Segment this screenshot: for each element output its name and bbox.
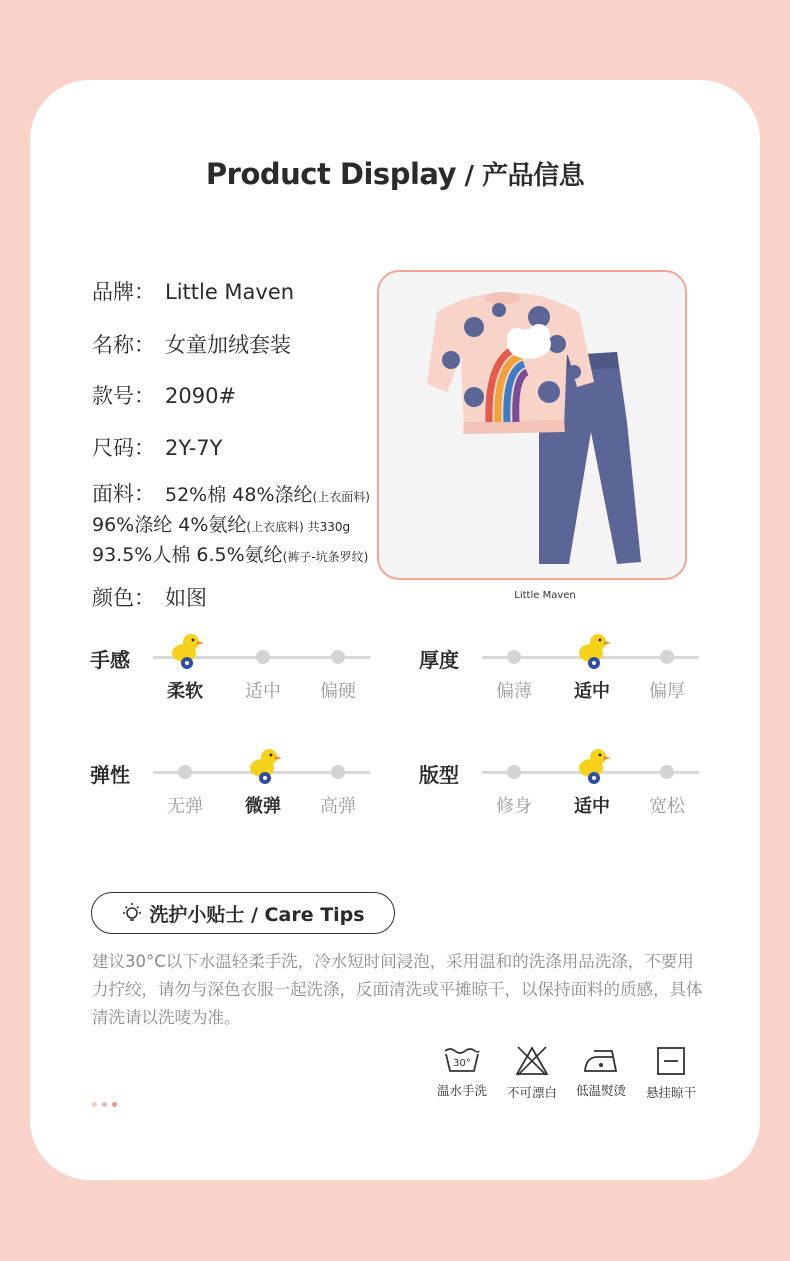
- svg-text:30°: 30°: [453, 1058, 471, 1069]
- lightbulb-icon: [121, 902, 143, 924]
- meter-option-thickness-0: 偏薄: [496, 681, 532, 702]
- no-bleach-icon: [514, 1045, 550, 1077]
- meter-dot: [660, 650, 674, 664]
- duck-indicator-icon: [576, 631, 612, 671]
- page-title: Product Display / 产品信息: [205, 157, 585, 191]
- meter-label-thickness: 厚度: [419, 648, 459, 672]
- meter-option-fit-2: 宽松: [649, 796, 685, 817]
- duck-indicator-icon: [576, 746, 612, 786]
- care-item-low-iron: 低温熨烫: [566, 1045, 636, 1099]
- meter-option-fit-0: 修身: [496, 796, 532, 817]
- outfit-illustration: [379, 272, 685, 578]
- meter-dot: [660, 765, 674, 779]
- fabric-block: 面料： 52%棉 48%涤纶(上衣面料) 96%涤纶 4%氨纶(上衣底料) 共330g 93.5%人棉 6.5%氨纶(裤子-坑条罗纹): [92, 482, 370, 566]
- iron-icon: [582, 1045, 620, 1075]
- meter-dot: [331, 650, 345, 664]
- meter-dot: [507, 650, 521, 664]
- size-row: 尺码： 2Y-7Y: [92, 436, 223, 460]
- meter-dot: [178, 765, 192, 779]
- meter-option-thickness-1: 适中: [574, 681, 610, 702]
- hang-dry-icon: [655, 1045, 687, 1077]
- meter-dot: [256, 650, 270, 664]
- photo-caption: Little Maven: [514, 590, 576, 601]
- name-row: 名称： 女童加绒套装: [92, 333, 291, 357]
- duck-indicator-icon: [169, 631, 205, 671]
- meter-option-elasticity-1: 微弹: [245, 796, 281, 817]
- color-row: 颜色： 如图: [92, 586, 207, 610]
- meter-option-elasticity-2: 高弹: [320, 796, 356, 817]
- hand-wash-icon: [442, 1045, 482, 1075]
- meter-label-feel: 手感: [90, 648, 130, 672]
- duck-indicator-icon: [247, 746, 283, 786]
- meter-dot: [507, 765, 521, 779]
- meter-option-feel-2: 偏硬: [320, 681, 356, 702]
- meter-option-feel-0: 柔软: [167, 681, 203, 702]
- meter-label-fit: 版型: [419, 763, 459, 787]
- page-dots: [92, 1092, 122, 1111]
- meter-dot: [331, 765, 345, 779]
- meter-option-elasticity-0: 无弹: [167, 796, 203, 817]
- meter-option-fit-1: 适中: [574, 796, 610, 817]
- meter-option-thickness-2: 偏厚: [649, 681, 685, 702]
- care-item-no-bleach: 不可漂白: [497, 1045, 567, 1101]
- brand-row: 品牌： Little Maven: [92, 280, 295, 304]
- product-photo: [377, 270, 687, 580]
- care-item-hang-dry: 悬挂晾干: [636, 1045, 706, 1101]
- care-tips-badge: [91, 892, 395, 934]
- care-tips-title: 洗护小贴士 / Care Tips: [149, 903, 365, 926]
- style-number-row: 款号： 2090#: [92, 384, 237, 408]
- meter-option-feel-1: 适中: [245, 681, 281, 702]
- care-instructions: 建议30°C以下水温轻柔手洗，冷水短时间浸泡，采用温和的洗涤用品洗涤，不要用力拧绞，请勿与深色衣服一起洗涤，反面清洗或平摊晾干，以保持面料的质感，具体清洗请以洗唛为准。: [92, 952, 703, 1027]
- meter-label-elasticity: 弹性: [90, 763, 130, 787]
- care-item-hand-wash: 30° 温水手洗: [427, 1045, 497, 1099]
